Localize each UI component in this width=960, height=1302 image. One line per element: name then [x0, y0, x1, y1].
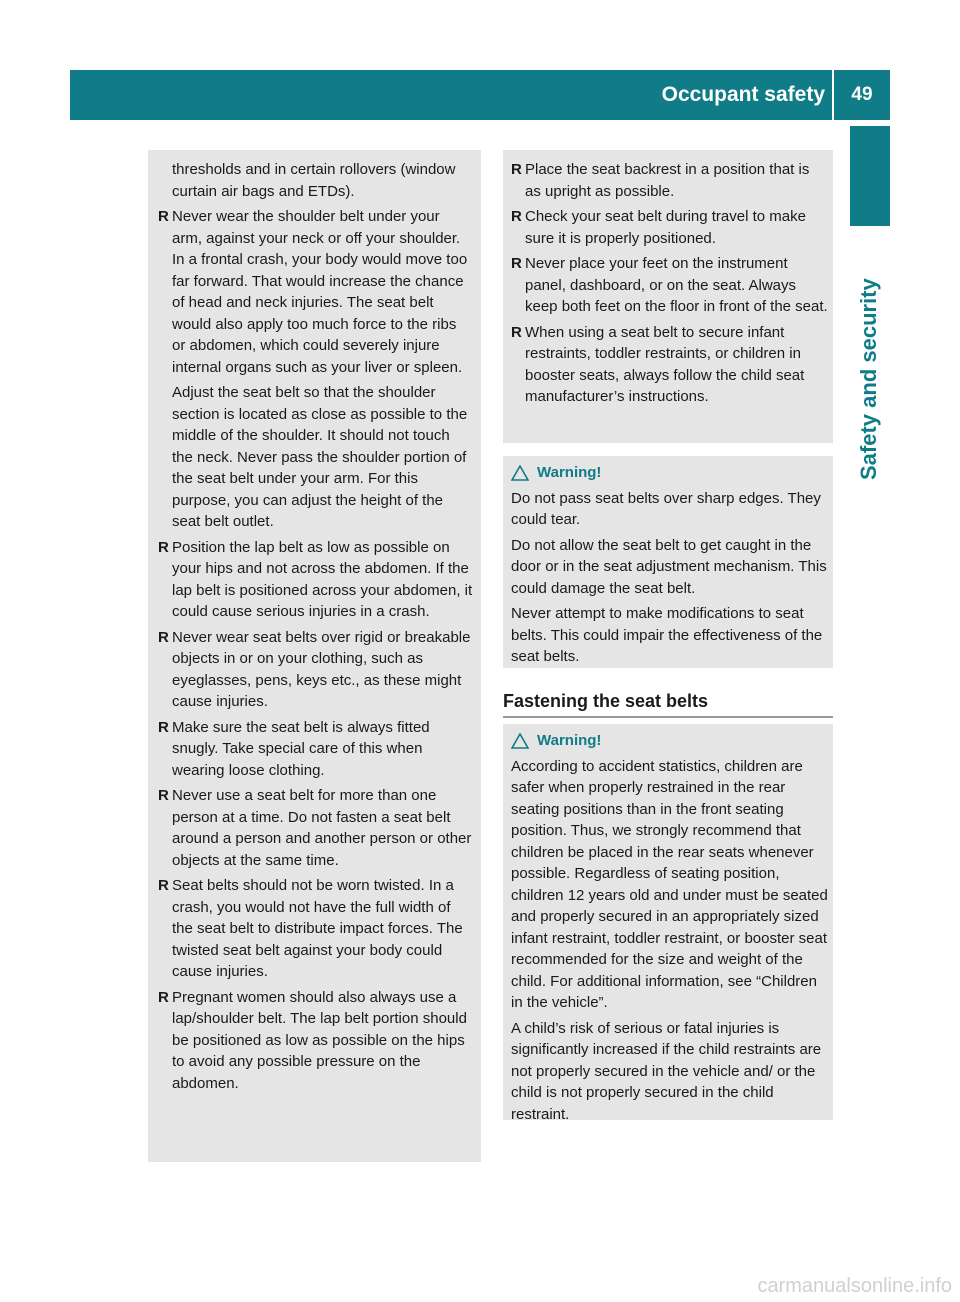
warning-box: [503, 724, 833, 1123]
warning-paragraph: Do not allow the seat belt to get caught in the door or in the seat adjustment mechanism. This could damage the seat belt.: [511, 536, 827, 597]
bullet-marker: R: [158, 988, 169, 1006]
warning-triangle-icon: [511, 733, 529, 749]
list-item: R When using a seat belt to secure infant restraints, toddler restraints, or children in booster seats, always follow the child seat manufacturer’s instructions.: [511, 323, 805, 405]
list-item: R Never wear the shoulder belt under your arm, against your neck or off your shoulder. In a frontal crash, your body would move too far forward. That would increase the chance of head and neck injuries. The seat belt would also apply too much force to the ribs or abdomen, which could severely injure internal organs such as your liver or spleen.: [158, 208, 468, 376]
bullet-marker: R: [158, 208, 169, 225]
bullet-marker: R: [158, 718, 169, 736]
list-item: R Pregnant women should also always use a lap/shoulder belt. The lap belt portion should be positioned as low as possible on the hips to avoid any possible pressure on the abdomen.: [158, 988, 467, 1092]
page-number: 49: [851, 84, 873, 105]
bullet-marker: R: [158, 628, 169, 646]
warning-paragraph: A child’s risk of serious or fatal injuries is significantly increased if the child restraints are not properly secured in the vehicle and/ or the child is not properly secured in the child restraint.: [511, 1019, 822, 1123]
warning-heading-text: Warning!: [537, 732, 602, 749]
warning-paragraph: Do not pass seat belts over sharp edges. They could tear.: [511, 489, 821, 528]
list-item: R Make sure the seat belt is always fitted snugly. Take special care of this when wearing loose clothing.: [158, 718, 430, 779]
bullet-marker: R: [158, 787, 169, 804]
page-title: Occupant safety: [661, 83, 825, 106]
warning-heading: [511, 462, 828, 484]
list-item: R Place the seat backrest in a position that is as upright as possible.: [511, 161, 810, 200]
list-item: R Seat belts should not be worn twisted. In a crash, you would not have the full width of the seat belt to distribute impact forces. The twisted seat belt against your body could cause injuries.: [158, 877, 463, 980]
list-item: R Never use a seat belt for more than one person at a time. Do not fasten a seat belt around a person and another person or other objects at the same time.: [158, 787, 472, 869]
list-item: R Never place your feet on the instrument panel, dashboard, or on the seat. Always keep both feet on the floor in front of the seat.: [511, 255, 828, 315]
side-tab-marker: [850, 126, 890, 226]
bullet-marker: R: [511, 161, 522, 178]
list-item-extra: Adjust the seat belt so that the shoulder section is located as close as possible to the middle of the shoulder. It should not touch the neck. Never pass the shoulder portion of the seat belt under your arm. For this purpose, you can adjust the height of the seat belt outlet.: [172, 384, 468, 530]
bullet-marker: R: [511, 255, 522, 272]
side-tab-text: Safety and security: [856, 278, 881, 480]
list-item: R Position the lap belt as low as possible on your hips and not across the abdomen. If the lap belt is positioned across your abdomen, it could cause serious injuries in a crash.: [158, 538, 473, 620]
right-column-box: [503, 150, 833, 443]
bullet-marker: R: [158, 877, 169, 894]
footer-watermark: carmanualsonline.info: [757, 1275, 952, 1297]
warning-box: [503, 456, 833, 668]
list-item: R Check your seat belt during travel to make sure it is properly positioned.: [511, 208, 806, 247]
warning-paragraph: Never attempt to make modifications to seat belts. This could impair the effectiveness of the seat belts.: [511, 605, 823, 665]
bullet-marker: R: [511, 208, 522, 225]
continuation-text: thresholds and in certain rollovers (window curtain air bags and ETDs).: [172, 161, 456, 200]
warning-heading: [511, 730, 828, 752]
list-item: R Never wear seat belts over rigid or breakable objects in or on your clothing, such as eyeglasses, pens, keys etc., as these might cause injuries.: [158, 628, 471, 710]
side-tab-label: [857, 240, 881, 480]
warning-heading-text: Warning!: [537, 464, 602, 481]
left-column-box: [148, 150, 481, 1162]
warning-paragraph: According to accident statistics, children are safer when properly restrained in the rear seating positions than in the front seating position. Thus, we strongly recommend that children be placed in the rear seats whenever possible. Regardless of seating position, children 12 years old and under must be seated and properly secured in an appropriately sized infant restraint, toddler restraint, or booster seat recommended for the size and weight of the child. For additional information, see “Children in the vehicle”.: [511, 757, 828, 1011]
warning-triangle-icon: [511, 465, 529, 481]
section-heading: Fastening the seat belts: [503, 688, 833, 718]
bullet-marker: R: [158, 538, 169, 556]
bullet-marker: R: [511, 323, 522, 341]
